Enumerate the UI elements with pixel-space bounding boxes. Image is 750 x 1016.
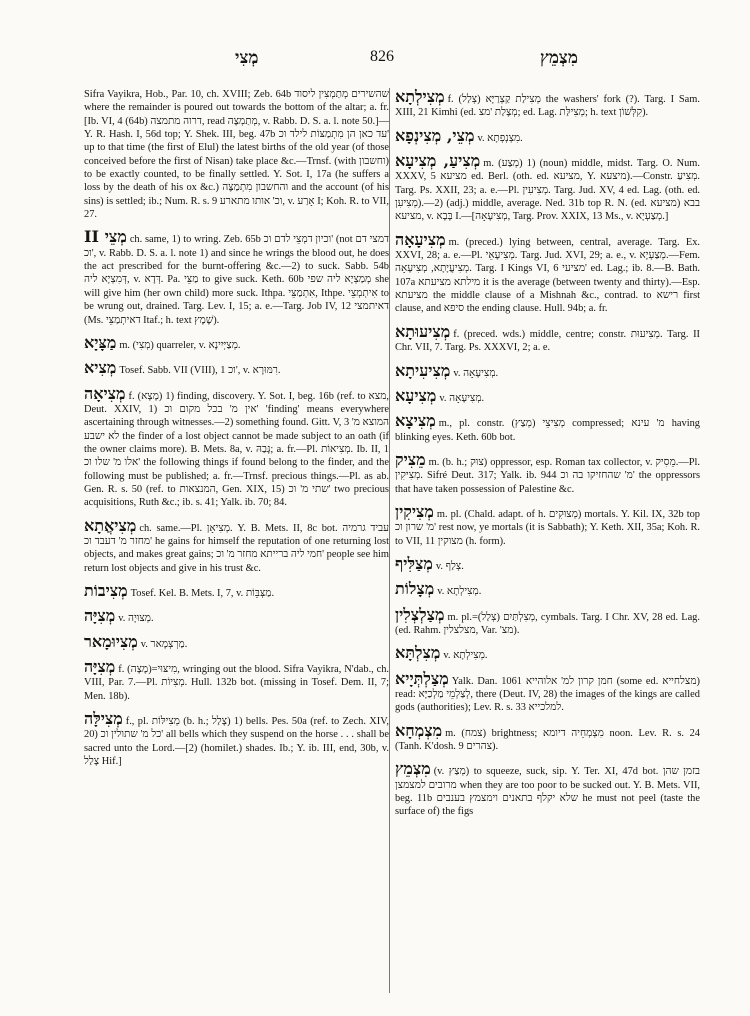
entry-headword: מְצִיעָא <box>395 385 437 405</box>
entry-headword: מְצִיצָא <box>395 411 436 431</box>
dictionary-entry <box>395 451 700 496</box>
entry-headword: מְצִיעִיתָא <box>395 360 451 380</box>
entry-definition: v. מְצִיעָאָה. <box>439 392 485 404</box>
entry-definition: f. (צְלַל) מְצִילַת קַצְרַיָּא the washers' fork (?). Targ. I Sam. XIII, 21 Kimhi (ed. מְצָלַת 'מצ; ed. Lag. מְצִילַּת; h. text קִלְּשׁוֹן). <box>395 94 700 119</box>
entry-definition: f. (מָצָא) 1) finding, discovery. Y. Sot. I, beg. 16b (ref. to מצא, Deut. XXIV, 1) אין מ' בכל מקום וכ' 'finding' means everywhere ascertaining through witnesses.—2) something found. Gitt. V, 3 המוצא מ' לא ישבע the finder of a lost object cannot be made subject to an oath (if the owner claims more). B. Mets. 8a, v. גָּבַהּ; a. fr.—Pl. מְצִיאוֹת. Ib. II, 1 אלו מ' שלו וכ' the following things if found belong to the finder, and the following must be published; a. fr.—Trnsf. precious things.—Pl. as ab. Gen. R. s. 50 (ref. to המנצאות, Gen. XIX, 15) שתי מ' וכ' two precious acquisitions, Ruth &c.; ib. s. 41; Yalk. ib. 70; 84. <box>84 390 390 509</box>
entry-definition: v. מְצִיעָאָה. <box>453 367 499 379</box>
dictionary-entry <box>395 555 700 573</box>
dictionary-entry <box>395 88 700 120</box>
dictionary-entry <box>395 323 700 355</box>
dictionary-entry <box>84 582 389 600</box>
entry-headword: מְצִיָּה <box>84 606 116 626</box>
header-right-headword: מִצְמֵץ <box>540 48 578 68</box>
entry-definition: m. (מְצִי) quarreler, v. מְצַיְּיִינָא. <box>119 339 241 351</box>
entry-headword: מְצֵי, מְצִינְפָא <box>395 125 475 145</box>
entry-definition: v. מְצִילְתָא. <box>443 650 488 662</box>
entry-definition: f. (מָצָה)=מִיצּוּי, wringing out the blood. Sifra Vayikra, N'dab., ch. VIII, Par. 7.—Pl. מְצִיוֹת. Hull. 132b bot. (missing in Tosef. Dem. II, 7; Men. 18b). <box>84 664 389 702</box>
entry-definition: Sifra Vayikra, Hob., Par. 10, ch. XVIII; Zeb. 64b שהשירים מְתַמְצִין ליסוד where the remainder is poured out towards the bottom of the altar; a. fr. [Ib. VI, 4 (64b) דרוה מתמצה, read מְתַמְצֶה, v. Rabb. D. S. a. l. note 50.]—Y. R. Hash. I, 56d top; Y. Shek. III, beg. 47b עד כאן הן מִתְמַצּוֹת לילד וכ up to that time (the first of Elul) the latest births of the old year (of those conceived before the first of Nisan) take place &c.—Trnsf. (with וחשבון) to be exactly counted, to be finally settled. Y. Sot. I, 17a (he suffers a loss by the death of his ox &c.) והחשבון מִתְמַצֶּה and the account (of his sins) is settled; ib.; Num. R. s. 9 וכ' אותו מתארע, v. אָרַע I; Koh. R. to VII, 27. <box>84 89 389 221</box>
dictionary-entry <box>84 517 389 575</box>
dictionary-entry <box>395 503 700 548</box>
left-column <box>84 88 389 775</box>
entry-definition: m., pl. constr. מְצִיצֵי (מְצַץ) compressed; מ' עינא having blinking eyes. Keth. 60b bot. <box>395 418 700 443</box>
dictionary-entry <box>84 228 389 326</box>
dictionary-entry <box>84 710 389 768</box>
entry-definition: v. מַרְצְמָאר. <box>140 638 188 650</box>
dictionary-entry <box>395 606 700 638</box>
entry-definition: m. (b. h.; צוּק) oppressor, esp. Roman tax collector, v. מֵסִיק.—Pl. מְצִיקִין. Sifré Deut. 317; Yalk. ib. 944 מ' שהחזיקו בה וכ' the oppressors that have taken possession of Palestine &c. <box>395 456 700 495</box>
entry-headword: מְצִילְתָא <box>395 87 445 106</box>
entry-headword: מְצִלְתָּא <box>395 643 441 663</box>
running-header <box>70 48 700 76</box>
entry-headword: מְצִיעָאָה <box>395 229 446 249</box>
entry-headword: מִצְמְחָא <box>395 720 443 740</box>
entry-headword: מְצֵי II <box>84 227 127 247</box>
entry-definition: ch. same.—Pl. מְצִיאָן. Y. B. Mets. II, 8c bot. עביד גרמיה מחזר מ' דעבד וכ' he gains for himself the reputation of one returning lost objects, and makes great gains; חמי ליה ברייתא מחזר מ' וכ' people see him return lost objects and give in his trust &c. <box>84 522 389 574</box>
dictionary-entry <box>395 580 700 598</box>
entry-headword: מְצִיאֲתָא <box>84 515 137 535</box>
entry-headword: מְצַלְצְלִין <box>395 604 445 624</box>
page-number: 826 <box>370 48 394 65</box>
entry-definition: Tosef. Kel. B. Mets. I, 7, v. מַצְּבֵּוֹת. <box>130 588 275 599</box>
entry-headword: מְצִיוּמָאר <box>84 631 138 651</box>
entry-headword: מְצִיעוּתָא <box>395 321 451 341</box>
header-left-headword: מְצִי <box>235 48 259 68</box>
entry-definition: m. (צמח) brightness; מִצְמְחֵיה דיומא noon. Lev. R. s. 24 (Tanh. K'dosh. 9 צהרים). <box>395 727 700 753</box>
entry-definition: v. צְלַף. <box>435 560 464 572</box>
dictionary-entry <box>395 387 700 405</box>
entry-definition: m. pl.=מְצִלְתַּיִם (צְלַל), cymbals. Targ. I Chr. XV, 28 ed. Lag. (ed. Rahm. מצלצלין, Var. 'מצ). <box>395 611 700 636</box>
dictionary-entry <box>84 88 389 221</box>
entry-headword: מְצִיאָה <box>84 383 126 403</box>
entry-headword: מְצִיא <box>84 358 117 378</box>
dictionary-entry <box>84 359 389 377</box>
entry-headword: מְצִיעַ, מְצִיעָא <box>395 151 481 171</box>
entry-headword: מְצִיבוֹת <box>84 581 128 600</box>
dictionary-entry <box>84 633 389 651</box>
entry-definition: v. מְצוּיָה. <box>118 613 154 625</box>
entry-headword: מִצְמֵץ <box>395 759 431 779</box>
entry-definition: Yalk. Dan. 1061 חמן קרון למ' אלוהייא (some ed. מצלחייא) read: לְצַלְמֵי מַלְכַיָּא, there (Deut. IV, 28) the images of the kings are called gods (authorities); Lev. R. s. 33 למלכייא. <box>395 675 700 714</box>
entry-definition: (v. מְצַץ) to squeeze, suck, sip. Y. Ter. XI, 47d bot. בזמן שהן מרובים למצמצן when they are too poor to be sucked out. Y. B. Mets. VII, beg. 11b שלא יקלף בתאנים וימצמץ בענבים he must not peel (taste the surface of) the figs <box>395 766 701 818</box>
entry-headword: מְצַלְתְּיָיא <box>395 668 449 688</box>
entry-headword: מְצִיָּה <box>84 657 116 677</box>
dictionary-entry <box>395 644 700 662</box>
entry-headword: מֵצִיק <box>395 449 426 469</box>
entry-definition: m. (מְצַע) 1) (noun) middle, midst. Targ. O. Num. XXXV, 5 מציעא ed. Berl. (oth. ed. מציעא, Y. מיצעא).—Constr. מְצִיעַ. Targ. Ps. XXII, 23; a. e.—Pl. מְצִיעִין. Targ. Jud. XV, 4 ed. Lag. (oth. ed. מְצִיעִן).—2) (adj.) middle, average. Ned. 31b top R. N. (ed. מציעא) בבא מציעא, v. בָּבָא I.—[מְצִיעָאָה, Targ. Prov. XXIX, 13 Ms., v. מְצַעְיָא.] <box>395 158 700 223</box>
entry-headword: מַצָּיָא <box>84 332 117 352</box>
dictionary-entry <box>395 152 700 224</box>
entry-definition: v. מִצְנְפְתָא. <box>477 132 523 144</box>
dictionary-entry <box>395 127 700 145</box>
entry-definition: m. pl. (Chald. adapt. of h. מְצוּקִים) mortals. Y. Kil. IX, 32b top מ' שרון וכ' rest now, ye mortals (it is Sabbath); Y. Keth. XII, 35a; Koh. R. to VII, 11 מצוקין (h. form). <box>395 508 701 547</box>
entry-definition: Tosef. Sabb. VII (VIII), 1 וכ', v. רִמּוּרָא. <box>119 365 281 377</box>
right-column <box>395 88 700 826</box>
entry-definition: ch. same, 1) to wring. Zeb. 65b וכיון דמְצֵי לדם וכ' (not דמצי דם וכ', v. Rabb. D. S. a. l. note 1) and since he wrings the blood out, he does the act prescribed for the burnt-offering &c.—2) to suck. Sabb. 54b דְּמִצְיָא ליה, v. דְּדָא. Pa. מַצֵּי to give suck. Keth. 60b מְמַצְיָא ליה שפי she will give him (her own child) more suck. Ithpa. אִתְמַצֵּי, Ithpe. אִיתְמְצֵי to be wrung out, drained. Targ. Lev. I, 15; a. e.—Targ. Job IV, 12 דאיתמצי (Ms. דאיתְמַצֵּי Itaf.; h. text שֶׁמֶץ). <box>84 234 390 326</box>
entry-definition: v. מְצִילְתָא. <box>437 586 482 598</box>
dictionary-entry <box>395 362 700 380</box>
dictionary-entry <box>395 670 700 715</box>
column-divider <box>389 88 390 993</box>
dictionary-entry <box>395 760 700 818</box>
dictionary-entry <box>395 412 700 444</box>
entry-definition: f. (preced. wds.) middle, centre; constr. מְצִיעוּת. Targ. II Chr. VII, 7. Targ. Ps. XXXVI, 2; a. e. <box>395 328 700 354</box>
entry-headword: מְצִיקִין <box>395 501 434 521</box>
dictionary-entry <box>395 231 700 316</box>
dictionary-entry <box>84 334 389 352</box>
entry-definition: m. (preced.) lying between, central, average. Targ. Ex. XXVI, 28; a. e.—Pl. מְצִיעָאֵי. Targ. Jud. XVI, 29; a. e., v. מְצַעְיָא.—Fem. מְצִיעֲיָתָא, מְצִיעָאָה. Targ. I Kings VI, 6 מציעי' ed. Lag.; ib. 8.—B. Bath. 107a מילתא מציעתא it is the average (between twenty and thirty).—Esp. מציעתא the middle clause of a Mishnah &c., contrad. to רישא first clause, and סיפא the ending clause. Hull. 94b; a. fr. <box>395 236 701 315</box>
dictionary-entry <box>84 607 389 625</box>
entry-headword: מְצִילָּה <box>84 709 123 729</box>
dictionary-entry <box>84 658 389 703</box>
entry-definition: f., pl. מְצִילּוֹת (b. h.; צָלַל) 1) bells. Pes. 50a (ref. to Zech. XIV, 20) כל מ' שתולין וכ' all bells which they suspend on the horse . . . shall be sacred unto the Lord.—[2) (homilet.) shades. Ib.; Y. ib. III, end, 30b, v. צָלַל Hif.] <box>84 716 390 768</box>
entry-headword: מְצַלִּיף <box>395 553 433 573</box>
dictionary-entry <box>84 385 389 510</box>
entry-headword: מְצָלוֹת <box>395 579 435 599</box>
dictionary-entry <box>395 722 700 754</box>
